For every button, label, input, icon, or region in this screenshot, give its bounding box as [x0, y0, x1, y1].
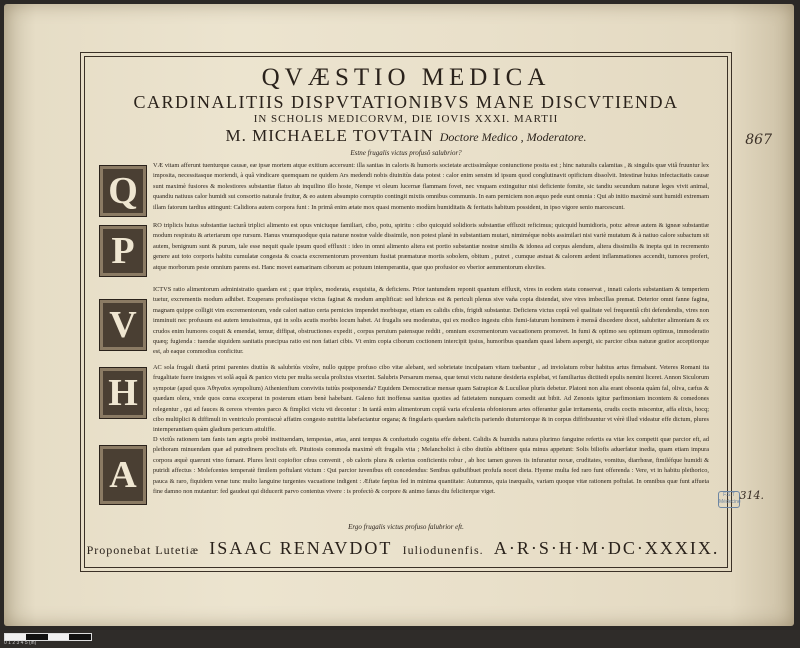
decorated-initial-icon: Q [99, 165, 147, 217]
decorated-initial-icon: A [99, 445, 147, 505]
decorated-initial-icon: P [99, 225, 147, 277]
decorated-initial-icon: H [99, 367, 147, 419]
footer-prefix: Proponebat Lutetiæ [86, 543, 199, 557]
ruler-labels: 0 1 2 3 4 5 (in) [4, 640, 37, 646]
handwritten-folio-top: 867 [745, 132, 772, 148]
library-stamp-icon: F.S.T Médecine [718, 491, 740, 508]
printed-frame [84, 56, 728, 568]
paragraph-4 [99, 363, 711, 435]
moderator-name: M. MICHAELE TOVTAIN [225, 126, 434, 145]
footer-origin: Iuliodunenfis. [402, 543, 484, 557]
paragraph-text: AC sola frugali diætâ primi parentes diutiùs & salubriùs vixêre, nullo quippe profuso cibo vitæ alebant, sed sobrietate inculpatam vitam tuebantur , ad inviolatum robur habitus artus firmabant. Veteres Romani ita frugalitate fuere insignes vt solâ aquâ & panico victu per multa secula prolixius vixerint. Salubris Persarum mensa, quæ tenui victu naturæ desideria explebat, vt familiarius dictitedi epulis nemini liceret. Annon Siculorum sympotæ (apud quos Ἀθηναῖοι sympolium) Athenienfium conviviis tutiùs postponenda? Equidem Democraticæ mensæ quam Satrapicæ & Luculleæ pluris debetur. Platoni non alia erant obsonia quàm fal, oliva, cæfus & quædam olera, vnde quos cœna exceperat in posterum etiam benè habebant. Galeno fuit inoffensa sanitas quoties ad fatietatem nunquam comedit aut bibit. Ad Zenonis igitur parfimoniam incontem & comedones relegentur , qui ad fauces & cereos viventes parco & fimplici victu vti decontur : In tantâ enim alimentorum copiâ varia efculenta obfoniorum artes offerantur gulæ irritamenta, crudis coctis miscentur, affa elixis, hocq; cibo multiplici & diffimuli in ventriculo promiscuè affatim congesto nutritia labefactantur organa; & fingularis quædam naleficiis pariendo diuturniorque & in corpus diffribuuntur vt vérè illud videatur effe dictum, plures internperantiam quàm gladium pericum attuliffe. [153, 364, 709, 434]
paragraph-text: ICTVS ratio alimentorum administratio quædam est ; quæ triplex, moderata, exquisita, & deficiens. Prior tantumdem reponit quantum effluxit, vires in eodem statu conservat , innati caloris substantiam & temperiem tuetur, excrementis modum adhibet. Exuperans profusiùsque victus faginat & modum amplificat: sed lubricus est & periculi plenus sive vaña copia distendat, sive vires imbecillas premat. Deterior omni fanne fagina, magnam quippe colligit vim excrementorum, vnde calori natiuo certa pernicies impendet morbisque, etiam ex calidis cibis, frigidi substantur. Deficiens victus copiâ vel qualitate vel frequentiâ cibi defendendis, vires non imminuit nec profusum est autem tenuissimus, qui in solis acutis morbis locum habet. At frugalis seu moderatus, qui ex modico ingestu cibis fumi-faturum hominem è mensâ discedere docet, salubriter alimoniam & ex crudos enim humores coquit & emendat, temur, diffipat, obstructiones expedit , corpus peruium patensque reddit , omnium excrementorum vacuationem promovet. In fumi & optimo seu optimum optimus, immoderatio quæq; fugienda : tuendæ siquidem sanitatis præcipua ratio est non fatiari cibis. Vt enim copia ciborum coctionem intercipit ipsius, humoribus quandam quasi labem aspergit, sic parcior cibus naturæ gratior acceptiorque est, ab eaque commodius conficitur. [153, 286, 709, 356]
title-line-3: IN SCHOLIS MEDICORVM, DIE IOVIS XXXI. MARTII [253, 113, 559, 125]
paragraph-text: D victûs rationem tam fanis tam ægris probè instituendam, tempestas, ætas, anni tempus & confuetudo cognita effe debent. Calidis & humidis natura plurimo fanguine refertis ea vitæ lex competit quæ parcior eft, ad plethoram minuendam quæ ad putredinem procliuis eft. Pituitosis commoda maximè eft frugalis vita ; Melancholici à cibo diutiùs abftinere quia minus appetunt: Solis biliofis aduerfatur inedia, quam etiam impura corpora æquè quærunt vino fumant. Plures lexit copiofior cibus convenit , ob caloris plura & celerius conficientis robur , ab hoc tamen graves iis infurantur noxæ, cruditates, vomitus, diarrhœæ, fimiléfque humidi & putridi affectus : Molefcentes temperatè fimilem poftulant victum : Qui parcior iuvenibus eft concedendus: Senibus quibufibuet profufa nocet dieta. Hyeme multa fed raro funt offerenda : Vere, vt in habitu plethorico, pauca & raro, fiquidem venæ tunc multo languine turgentes vacuatione indigent : Æftate fæpius fed in minima quantitate: Autumnus, quia inæqualis, variam quoque vitæ rationem poftulat. In omnibus quæ funt affueta fine damno non mutantur: fed gaudeat qui diducerit parvo contentus vivere : is profectò & corpore & animo fanus diu feliciterque viget. [153, 436, 709, 496]
paragraph-text: RO triplicis huius substantiæ iacturâ triplici alimento est opus vniciuque familiari, cibo, potu, spiritu : cibo quicquid solidioris substantiæ effluxit reficimus; quicquid humidioris, potu: aëreæ autem & igneæ substantiæ modum respiratu & arteriarum ope rursum. Hanus vnumquodque quia naturæ nostræ valde dissimile, non potest planè in substantiam mutari, nimiméque nobis assimilari nisi variè mutatum & à natiuo calore subactum sit autem, benignum sunt & purum, tale esse nequit quale ipsum quod effluxit : ideo in omni alimento altera est portio substantiæ nostræ similis & idonea ad corpus alendum, altera dissimilis & inepta qui in recremento genere aut toto corporis habitu cumulatæ congesta & coacta excrementorum proventum fusitat præmaturæ mortis sobolem, obitum , putret , cumque æstuat & calorem ardent inflammationes accendit, tumores profert, atque morborum peste omnium parens est. Hanc movet eamarinam ciborum ac potuum intemperantia, quæ quo profusior eo vberior aemmentorum eluviies. [153, 222, 709, 271]
paragraph-text: VÆ vitam afferunt tuenturque causæ, eæ ipsæ mortem atque exitium accersunt: illa sanitas in caloris & humoris societate arctissimâque coniunctione posita est ; hinc naturalis calamitas , & singulis quæ vitâ fruuntur lex imposita, necessitasque moriendi, à quâ vindicare quemquam ne quidem Ars medendi nobis diuinitùs data potest : calor enim sensim id ipsum quod conglutinavit opificium dissolvit. Intestinæ huius infectacitatis causæ sunt maximè fusiores & molestiores substantiæ flatuo ab inquilino illo hoste, Nempe vt oleum lucernæ flammam fovet, nec vnquam extinguitur nisi deficiente fomite, sic tandiu secundum naturæ leges vivit animal, quandiu natiuus calor humidi sui consortio naturale fruitur, & eo autem absumpto corruptio contingit mixtis omnibus communis. In eam perniciem non æquo pede eunt omnia : Qui ab initio maximè sunt humidi extremam illam fatorum tardius attingunt: Calidiora autem corpora funt : In primâ enim ætate mox quasi momento modùm humiditatis & feritatis habitum possident, in ipso vigore senio marcescunt. [153, 162, 709, 211]
scale-ruler [0, 630, 800, 648]
question-line: Estne frugalis victus profusô salubrior? [350, 149, 462, 157]
title-line-1: QVÆSTIO MEDICA [261, 64, 551, 91]
paragraph-3 [99, 285, 711, 369]
moderator-role: Doctore Medico , Moderatore. [439, 130, 587, 144]
imprint-footer [85, 535, 727, 563]
handwritten-folio-bottom: 314. [739, 489, 764, 502]
moderator-line [85, 126, 727, 147]
paragraph-2 [99, 221, 711, 283]
paragraph-1 [99, 161, 711, 219]
footer-date: A·R·S·H·M·DC·XXXIX. [493, 538, 720, 558]
footer-author: ISAAC RENAVDOT [209, 538, 393, 558]
conclusion-line: Ergo frugalis victus profuso falubrior eft. [348, 523, 464, 531]
title-line-2: CARDINALITIIS DISPVTATIONIBVS MANE DISCVTIENDA [133, 92, 679, 112]
paragraph-5 [99, 435, 711, 521]
decorated-initial-icon: V [99, 299, 147, 351]
document-page [4, 4, 794, 626]
